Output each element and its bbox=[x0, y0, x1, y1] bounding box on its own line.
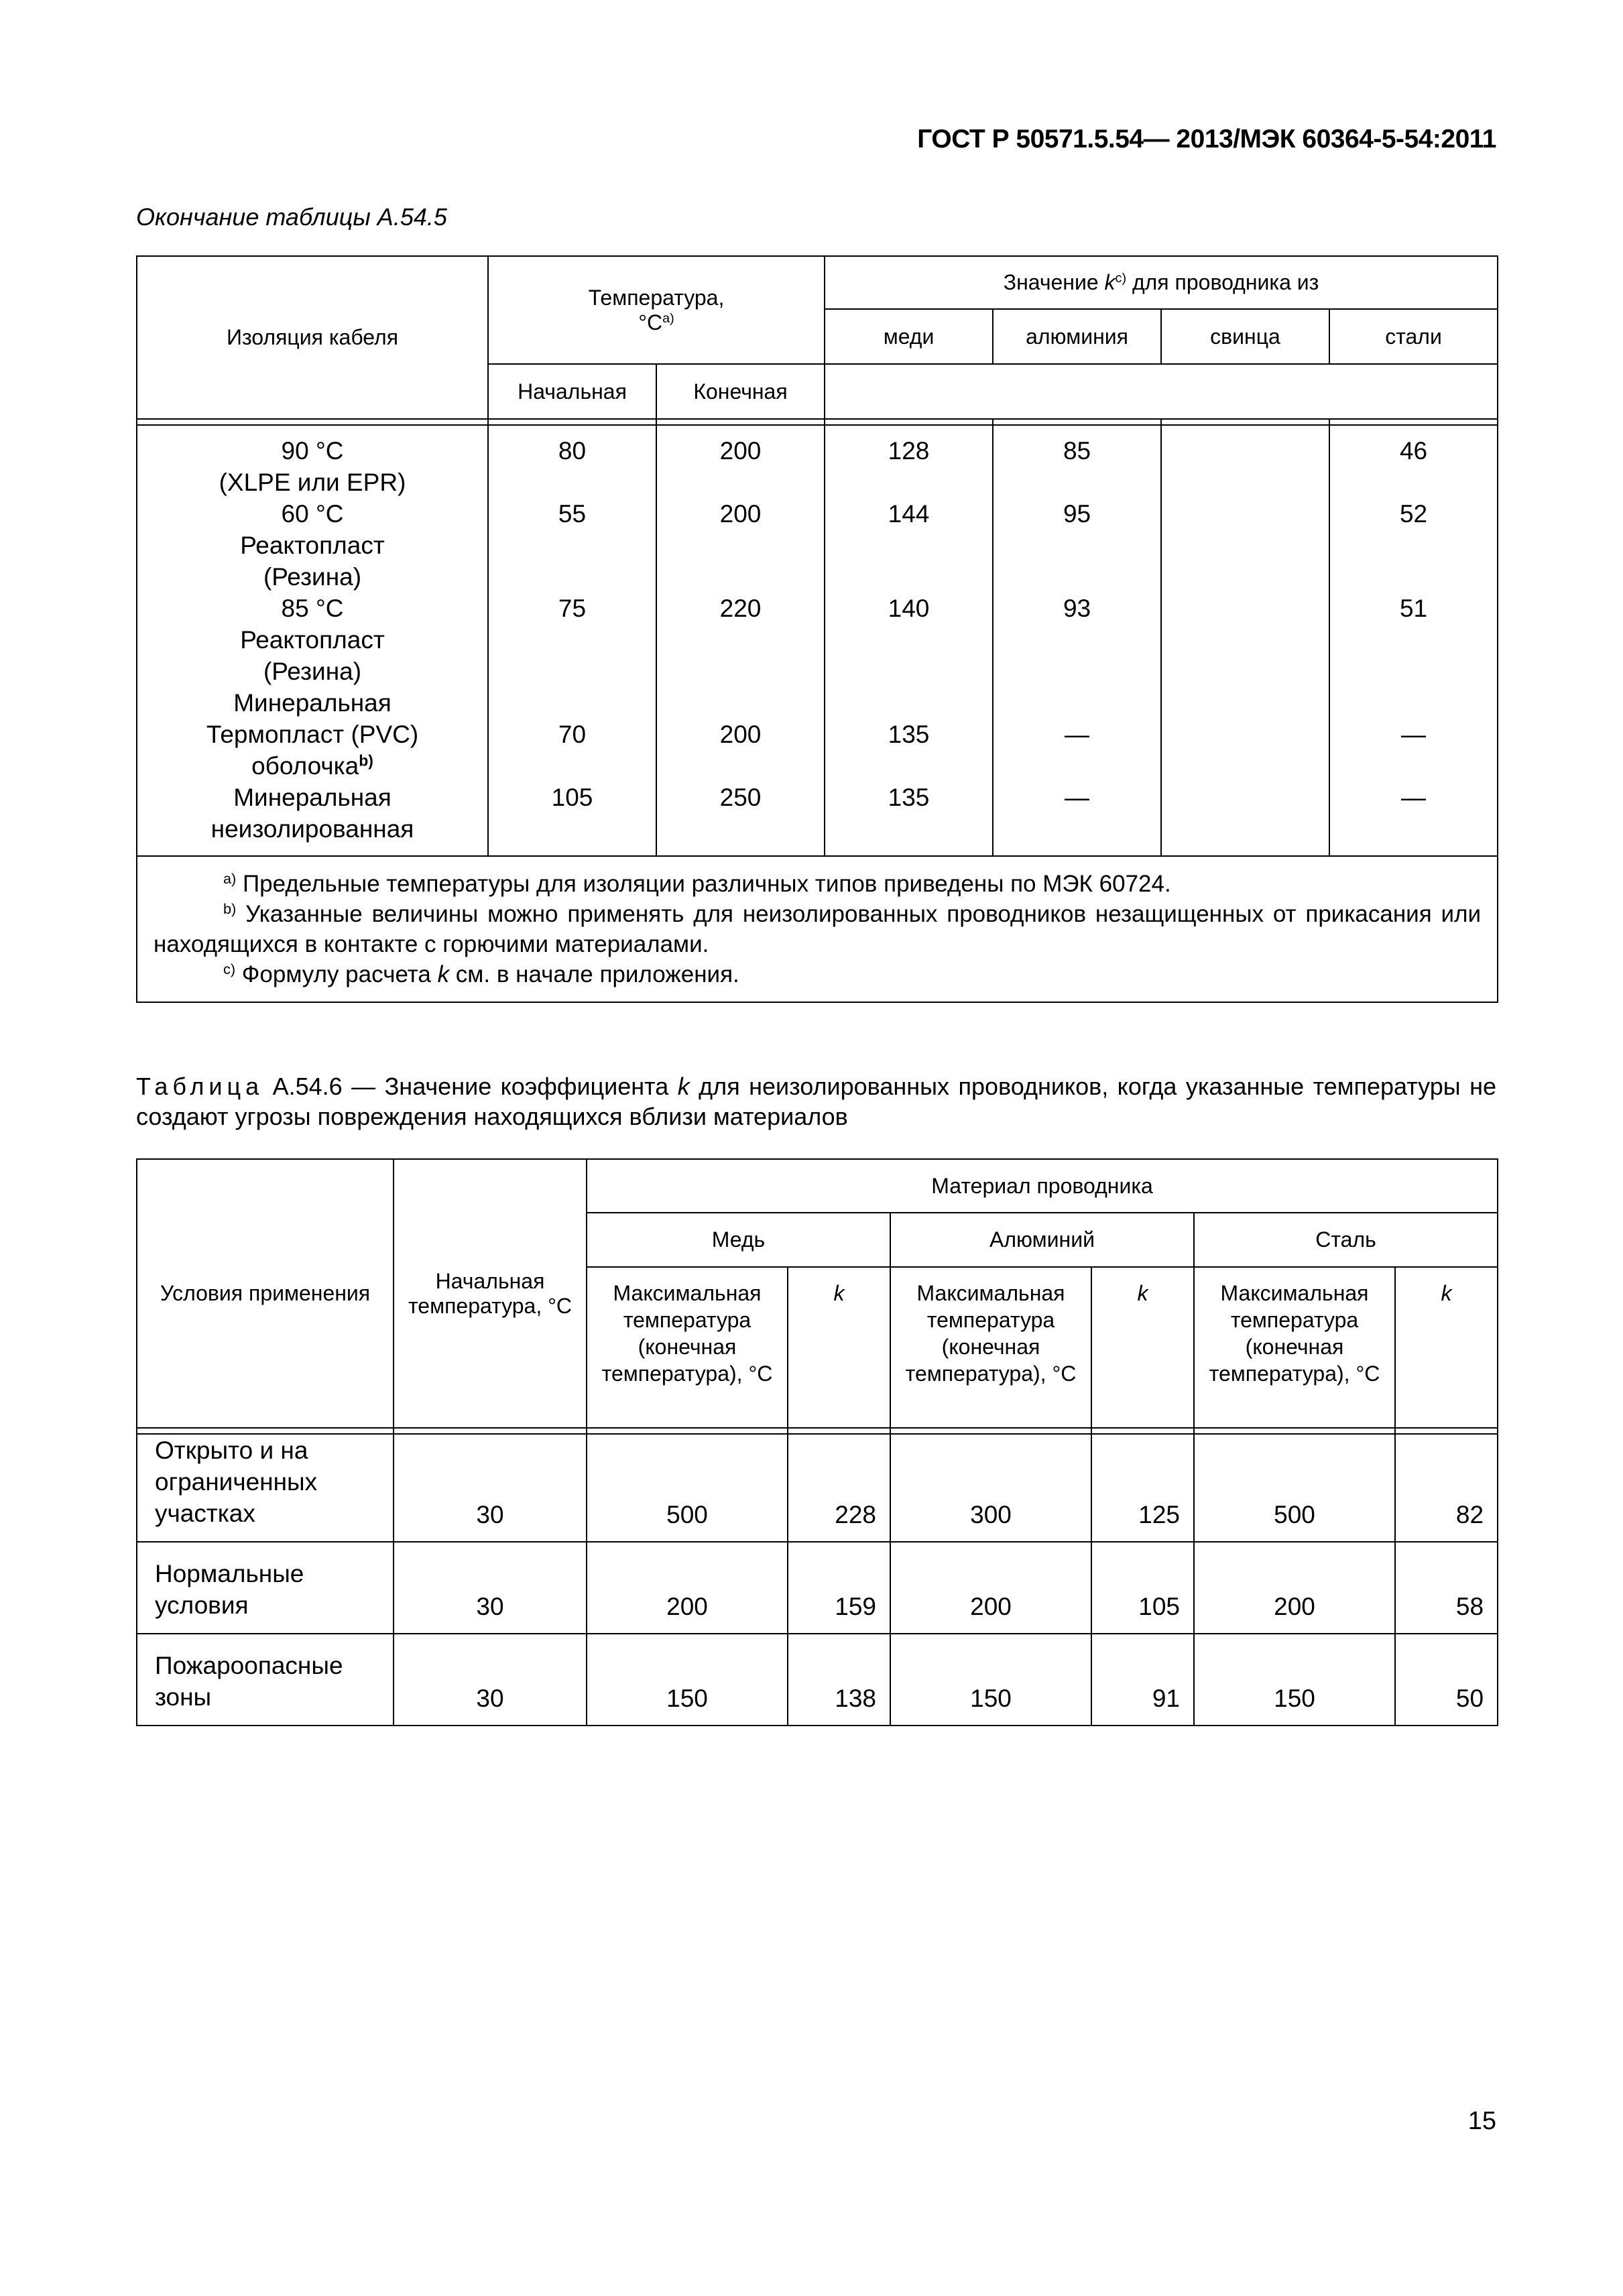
value-line: 46 bbox=[1399, 437, 1428, 465]
value-line bbox=[1330, 813, 1497, 845]
table-a54-6 bbox=[136, 1158, 1498, 1726]
value-line bbox=[825, 656, 992, 687]
value-line bbox=[1162, 530, 1329, 561]
initial-temp-cell: 30 bbox=[394, 1434, 587, 1542]
value-line bbox=[994, 530, 1160, 561]
value-line bbox=[994, 624, 1160, 656]
value-line bbox=[1330, 561, 1497, 593]
footnote-mark-b: b) bbox=[359, 751, 373, 770]
value-line bbox=[657, 750, 824, 782]
header-aluminium: алюминия bbox=[993, 309, 1161, 364]
value-line bbox=[1330, 624, 1497, 656]
value-line: 144 bbox=[888, 500, 930, 528]
aluminium-k-column bbox=[993, 425, 1161, 856]
header-insulation: Изоляция кабеля bbox=[137, 256, 488, 419]
value-line: 135 bbox=[888, 721, 930, 748]
value-line bbox=[489, 624, 656, 656]
value-line bbox=[1162, 593, 1329, 624]
value-line bbox=[489, 687, 656, 719]
copper-k-cell: 138 bbox=[788, 1634, 890, 1726]
table2-caption: Таблица А.54.6 — Значение коэффициента k для неизолированных проводников, когда указанные температуры не создают угрозы повреждения находящихся вблизи материалов bbox=[136, 1073, 1496, 1130]
header-copper: Медь bbox=[587, 1213, 890, 1267]
steel-k-cell: 82 bbox=[1395, 1434, 1498, 1542]
value-line bbox=[1162, 750, 1329, 782]
value-line bbox=[1162, 813, 1329, 845]
note-b: $^{b)}$ Указанные величины можно применять для неизолированных проводников незащищенных от прикасания или находящихся в контакте с горючими материалами. bbox=[154, 900, 1482, 957]
insulation-line: оболочка$^{b)}$ bbox=[251, 751, 373, 780]
value-line bbox=[825, 530, 992, 561]
aluminium-max-cell: 150 bbox=[890, 1634, 1091, 1726]
value-line: 140 bbox=[888, 595, 930, 622]
value-line bbox=[1330, 530, 1497, 561]
header-aluminium-k: k bbox=[1091, 1267, 1194, 1428]
note-a: $^{а)}$ Предельные температуры для изоляции различных типов приведены по МЭК 60724. bbox=[223, 870, 1171, 897]
value-line bbox=[1330, 750, 1497, 782]
header-aluminium: Алюминий bbox=[890, 1213, 1194, 1267]
header-steel-k: k bbox=[1395, 1267, 1498, 1428]
initial-temp-column bbox=[488, 425, 656, 856]
value-line bbox=[1162, 467, 1329, 498]
header-temperature bbox=[488, 256, 825, 364]
value-line: 200 bbox=[719, 437, 762, 465]
value-line: 220 bbox=[719, 595, 762, 622]
initial-temp-cell: 30 bbox=[394, 1542, 587, 1634]
steel-max-cell: 150 bbox=[1194, 1634, 1395, 1726]
condition-cell: Пожароопасные зоны bbox=[137, 1634, 394, 1726]
header-copper: меди bbox=[825, 309, 993, 364]
aluminium-k-cell: 105 bbox=[1091, 1542, 1194, 1634]
footnote-mark-c: c) bbox=[1115, 271, 1127, 286]
value-line bbox=[489, 561, 656, 593]
header-steel: Сталь bbox=[1194, 1213, 1498, 1267]
document-code-header: ГОСТ Р 50571.5.54— 2013/МЭК 60364-5-54:2011 bbox=[917, 125, 1496, 154]
header-temperature-unit: $^\circ С^{а)}$ bbox=[638, 310, 674, 335]
value-line bbox=[657, 624, 824, 656]
table-row bbox=[137, 1542, 1498, 1634]
value-line: 105 bbox=[551, 784, 593, 811]
insulation-line: (XLPE или EPR) bbox=[219, 469, 406, 496]
initial-temp-cell: 30 bbox=[394, 1634, 587, 1726]
value-line: 85 bbox=[1063, 437, 1091, 465]
insulation-line: 90 °С bbox=[281, 437, 344, 465]
value-line bbox=[994, 656, 1160, 687]
value-line: — bbox=[1065, 721, 1090, 748]
value-line: 52 bbox=[1399, 500, 1428, 528]
header-steel-max-temp: Максимальная температура (конечная температура), °С bbox=[1194, 1267, 1395, 1428]
condition-cell: Нормальные условия bbox=[137, 1542, 394, 1634]
table-a54-5 bbox=[136, 255, 1498, 1003]
value-line: — bbox=[1401, 784, 1427, 811]
value-line bbox=[825, 624, 992, 656]
condition-cell: Открыто и на ограниченных участках bbox=[137, 1434, 394, 1542]
value-line: 95 bbox=[1063, 500, 1091, 528]
copper-max-cell: 200 bbox=[587, 1542, 788, 1634]
header-copper-max-temp: Максимальная температура (конечная температура), °С bbox=[587, 1267, 788, 1428]
value-line: — bbox=[1401, 721, 1427, 748]
header-initial-temperature: Начальная температура, °С bbox=[394, 1159, 587, 1428]
value-line: — bbox=[1065, 784, 1090, 811]
value-line bbox=[825, 813, 992, 845]
k-symbol: k bbox=[1104, 270, 1116, 294]
insulation-line: Минеральная bbox=[233, 784, 392, 811]
header-lead: свинца bbox=[1161, 309, 1329, 364]
value-line bbox=[994, 750, 1160, 782]
value-line bbox=[657, 656, 824, 687]
value-line bbox=[994, 687, 1160, 719]
lead-k-column bbox=[1161, 425, 1329, 856]
value-line bbox=[1162, 782, 1329, 813]
value-line: 128 bbox=[888, 437, 930, 465]
header-final-temp: Конечная bbox=[656, 364, 825, 419]
table2-caption-label: Таблица bbox=[136, 1073, 264, 1100]
value-line: 135 bbox=[888, 784, 930, 811]
table1-notes bbox=[137, 856, 1498, 1002]
header-k-value: Значение $k^{c)}$ для проводника из bbox=[825, 256, 1498, 309]
footnote-mark-a: а) bbox=[662, 310, 674, 326]
page-number: 15 bbox=[1467, 2107, 1496, 2135]
value-line bbox=[657, 813, 824, 845]
aluminium-k-cell: 125 bbox=[1091, 1434, 1194, 1542]
value-line bbox=[657, 530, 824, 561]
insulation-line: (Резина) bbox=[263, 658, 362, 685]
insulation-column bbox=[137, 425, 488, 856]
value-line: 93 bbox=[1063, 595, 1091, 622]
aluminium-max-cell: 300 bbox=[890, 1434, 1091, 1542]
value-line bbox=[1162, 561, 1329, 593]
header-initial-temp: Начальная bbox=[488, 364, 656, 419]
value-line: 80 bbox=[558, 437, 587, 465]
table1-caption: Окончание таблицы А.54.5 bbox=[136, 203, 447, 231]
steel-k-cell: 58 bbox=[1395, 1542, 1498, 1634]
table-row bbox=[137, 1434, 1498, 1542]
insulation-line: Реактопласт bbox=[240, 532, 385, 559]
value-line bbox=[1162, 656, 1329, 687]
value-line bbox=[1162, 687, 1329, 719]
value-line bbox=[489, 467, 656, 498]
insulation-line: Реактопласт bbox=[240, 626, 385, 654]
value-line: 75 bbox=[558, 595, 587, 622]
copper-k-cell: 228 bbox=[788, 1434, 890, 1542]
copper-k-column bbox=[825, 425, 993, 856]
insulation-line: (Резина) bbox=[263, 563, 362, 591]
header-conditions: Условия применения bbox=[137, 1159, 394, 1428]
header-conductor-material: Материал проводника bbox=[587, 1159, 1498, 1213]
k-symbol: k bbox=[677, 1073, 690, 1100]
value-line: 51 bbox=[1399, 595, 1428, 622]
value-line bbox=[825, 687, 992, 719]
value-line: 250 bbox=[719, 784, 762, 811]
value-line bbox=[1330, 467, 1497, 498]
value-line bbox=[994, 561, 1160, 593]
table-row bbox=[137, 1634, 1498, 1726]
value-line bbox=[825, 561, 992, 593]
steel-k-column bbox=[1329, 425, 1498, 856]
insulation-line: Термопласт (PVC) bbox=[206, 721, 419, 748]
insulation-line: 60 °С bbox=[281, 500, 344, 528]
value-line bbox=[1162, 719, 1329, 750]
value-line bbox=[1162, 498, 1329, 530]
insulation-line: Минеральная bbox=[233, 689, 392, 717]
steel-max-cell: 200 bbox=[1194, 1542, 1395, 1634]
value-line bbox=[489, 530, 656, 561]
value-line: 200 bbox=[719, 721, 762, 748]
header-copper-k: k bbox=[788, 1267, 890, 1428]
copper-k-cell: 159 bbox=[788, 1542, 890, 1634]
value-line bbox=[994, 813, 1160, 845]
insulation-line: 85 °С bbox=[281, 595, 344, 622]
aluminium-k-cell: 91 bbox=[1091, 1634, 1194, 1726]
value-line bbox=[657, 687, 824, 719]
value-line bbox=[1330, 656, 1497, 687]
value-line bbox=[1162, 435, 1329, 467]
insulation-line: неизолированная bbox=[211, 815, 414, 843]
value-line bbox=[657, 467, 824, 498]
value-line bbox=[489, 813, 656, 845]
steel-k-cell: 50 bbox=[1395, 1634, 1498, 1726]
value-line bbox=[657, 561, 824, 593]
value-line: 70 bbox=[558, 721, 587, 748]
value-line bbox=[825, 750, 992, 782]
note-c: $^{с)}$ Формулу расчета k см. в начале приложения. bbox=[223, 961, 739, 987]
copper-max-cell: 150 bbox=[587, 1634, 788, 1726]
value-line: 200 bbox=[719, 500, 762, 528]
header-empty-cell bbox=[825, 364, 1498, 419]
value-line bbox=[825, 467, 992, 498]
aluminium-max-cell: 200 bbox=[890, 1542, 1091, 1634]
header-aluminium-max-temp: Максимальная температура (конечная температура), °С bbox=[890, 1267, 1091, 1428]
header-temperature-label: Температура, bbox=[588, 285, 725, 310]
steel-max-cell: 500 bbox=[1194, 1434, 1395, 1542]
header-steel: стали bbox=[1329, 309, 1498, 364]
value-line bbox=[489, 750, 656, 782]
value-line bbox=[1162, 624, 1329, 656]
copper-max-cell: 500 bbox=[587, 1434, 788, 1542]
value-line bbox=[1330, 687, 1497, 719]
final-temp-column bbox=[656, 425, 825, 856]
value-line bbox=[489, 656, 656, 687]
value-line: 55 bbox=[558, 500, 587, 528]
value-line bbox=[994, 467, 1160, 498]
